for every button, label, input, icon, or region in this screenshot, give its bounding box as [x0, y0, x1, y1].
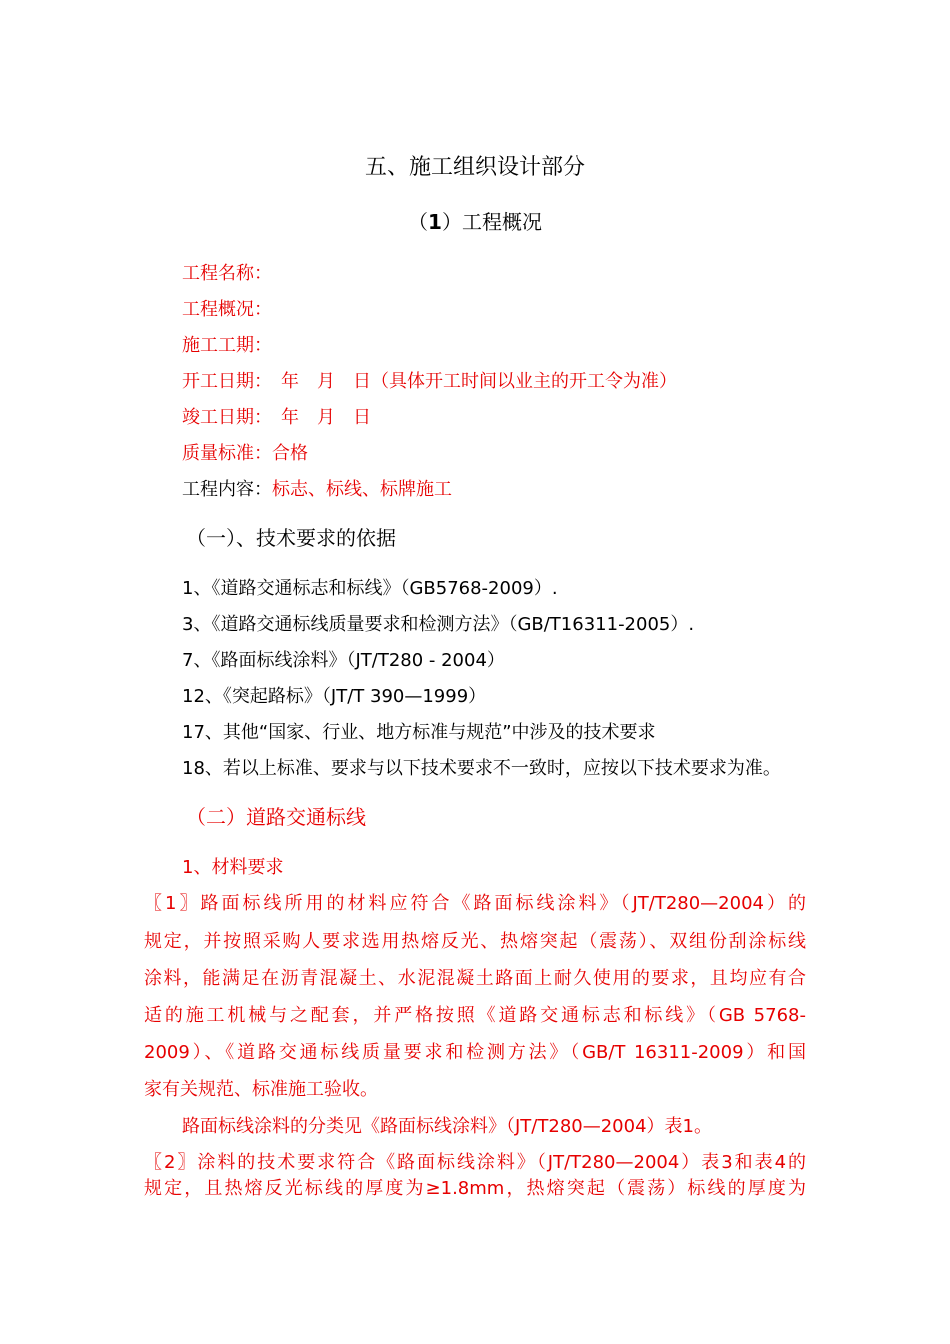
- standard-item: 12、《突起路标》（JT/T 390—1999）: [182, 686, 487, 707]
- paragraph-line: 适的施工机械与之配套，并严格按照《道路交通标志和标线》（GB 5768-: [144, 1005, 806, 1026]
- paragraph-line: 〖2〗涂料的技术要求符合《路面标线涂料》（JT/T280—2004）表3和表4的: [144, 1152, 806, 1173]
- paragraph-line: 规定，并按照采购人要求选用热熔反光、热熔突起（震荡）、双组份刮涂标线: [144, 931, 806, 952]
- overview-schedule: 施工工期：: [182, 335, 272, 356]
- standard-item: 7、《路面标线涂料》（JT/T280 - 2004）: [182, 650, 505, 671]
- overview-project-summary: 工程概况：: [182, 299, 272, 320]
- standard-item: 18、若以上标准、要求与以下技术要求不一致时，应按以下技术要求为准。: [182, 758, 781, 779]
- standard-item: 3、《道路交通标线质量要求和检测方法》（GB/T16311-2005）.: [182, 614, 695, 635]
- paragraph-line: 家有关规范、标准施工验收。: [144, 1079, 378, 1100]
- section2-title: （二）道路交通标线: [186, 805, 366, 829]
- content-value: 标志、标线、标牌施工: [272, 479, 452, 500]
- overview-start-date: 开工日期： 年 月 日（具体开工时间以业主的开工令为准）: [182, 371, 677, 392]
- overview-content: [182, 478, 452, 502]
- subtitle-number: 1: [428, 210, 442, 234]
- paragraph-classification: 路面标线涂料的分类见《路面标线涂料》（JT/T280—2004）表1。: [182, 1116, 712, 1137]
- page-title: 五、施工组织设计部分: [364, 155, 585, 180]
- overview-project-name: 工程名称：: [182, 263, 272, 284]
- paragraph-line: 涂料，能满足在沥青混凝土、水泥混凝土路面上耐久使用的要求，且均应有合: [144, 968, 806, 989]
- material-requirements-title: 1、材料要求: [182, 857, 284, 878]
- content-label: 工程内容：: [182, 479, 272, 500]
- section-subtitle: [0, 209, 950, 235]
- overview-quality: 质量标准：合格: [182, 443, 308, 464]
- overview-end-date: 竣工日期： 年 月 日: [182, 407, 371, 428]
- subtitle-open: （: [408, 210, 429, 234]
- standard-item: 17、其他“国家、行业、地方标准与规范”中涉及的技术要求: [182, 722, 656, 743]
- standard-item: 1、《道路交通标志和标线》（GB5768-2009）.: [182, 578, 558, 599]
- paragraph-line: 2009）、《道路交通标线质量要求和检测方法》（GB/T 16311-2009）和国: [144, 1042, 806, 1063]
- subtitle-text: ）工程概况: [441, 210, 542, 234]
- paragraph-line: 规定，且热熔反光标线的厚度为≥1.8mm，热熔突起（震荡）标线的厚度为: [144, 1178, 806, 1199]
- section1-title: （一）、技术要求的依据: [186, 526, 396, 550]
- paragraph-line: 〖1〗路面标线所用的材料应符合《路面标线涂料》（JT/T280—2004）的: [144, 893, 806, 914]
